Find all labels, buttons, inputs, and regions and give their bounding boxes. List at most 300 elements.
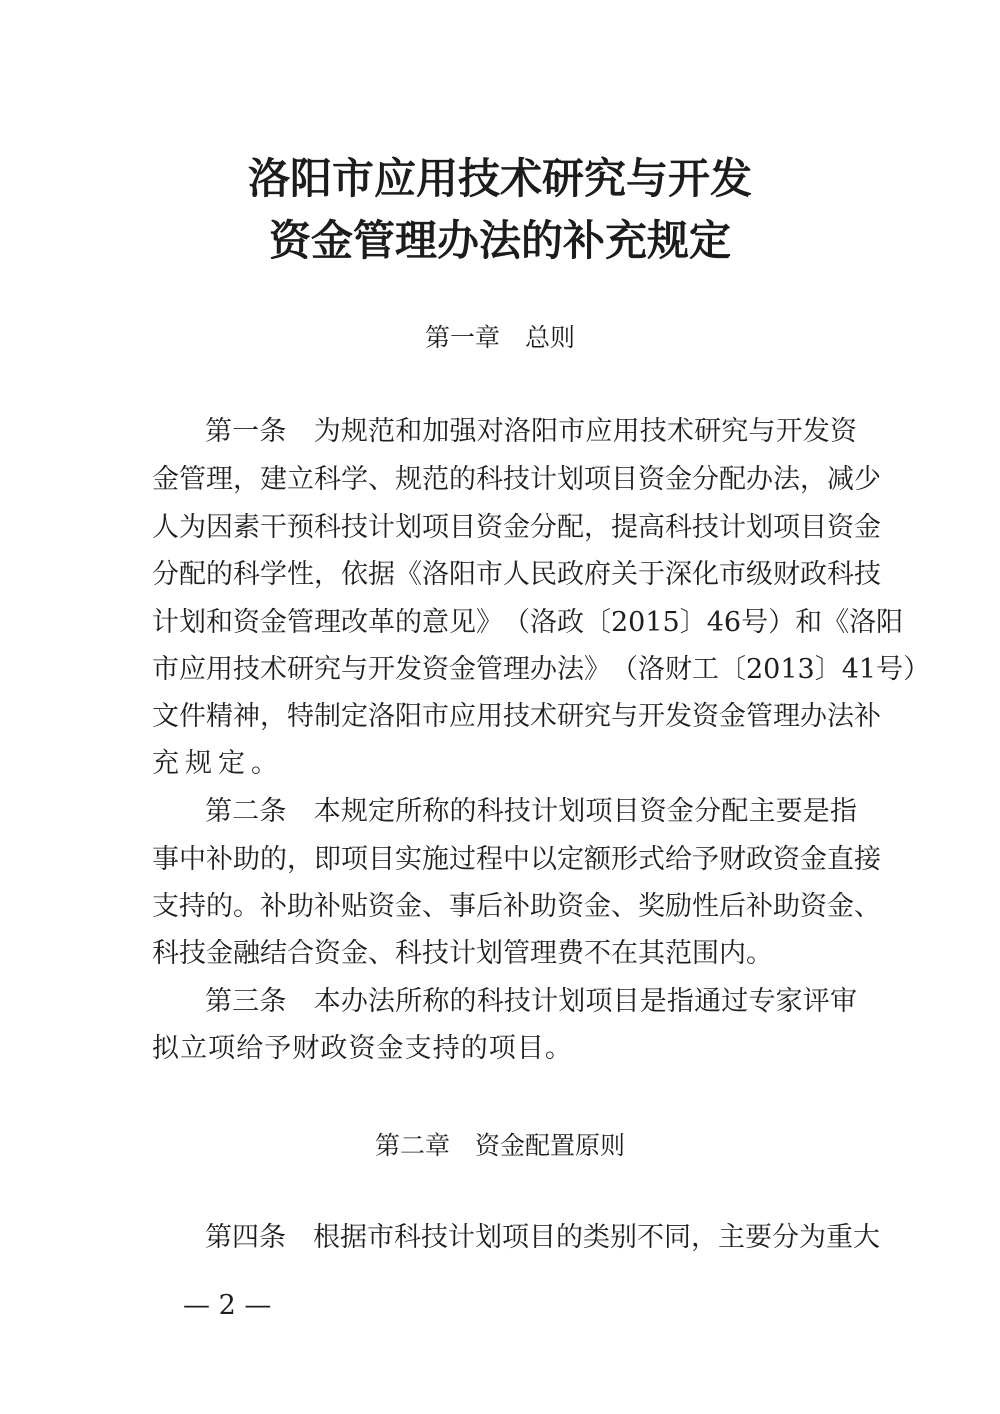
text-glyph: 资 bbox=[692, 701, 719, 732]
text-glyph: ， bbox=[233, 464, 260, 495]
text-glyph: 市 bbox=[422, 701, 449, 732]
article-3-line bbox=[205, 982, 857, 1022]
text-glyph: 、 bbox=[611, 891, 638, 922]
text-glyph: 依 bbox=[341, 559, 368, 590]
text-glyph: 要 bbox=[775, 796, 803, 827]
text-glyph: 技 bbox=[179, 938, 206, 969]
text-glyph: 资 bbox=[829, 416, 857, 447]
article-1-line bbox=[152, 460, 881, 500]
text-glyph: 科 bbox=[314, 464, 341, 495]
text-glyph: 定 bbox=[557, 844, 584, 875]
text-glyph: 规 bbox=[340, 416, 368, 447]
text-glyph: 励 bbox=[665, 891, 692, 922]
text-glyph: （ bbox=[611, 654, 638, 685]
text-glyph: 配 bbox=[557, 512, 584, 543]
text-glyph: 划 bbox=[558, 796, 586, 827]
text-glyph: 《 bbox=[822, 607, 850, 638]
text-glyph: 是 bbox=[802, 796, 830, 827]
text-glyph: 2013 bbox=[746, 654, 815, 685]
text-glyph: 金 bbox=[800, 844, 827, 875]
text-glyph: 与 bbox=[748, 416, 776, 447]
text-glyph: 项 bbox=[502, 1222, 529, 1253]
text-glyph: 术 bbox=[530, 701, 557, 732]
text-glyph: 审 bbox=[829, 986, 857, 1017]
text-glyph: 办 bbox=[530, 654, 557, 685]
text-glyph: 管 bbox=[746, 701, 773, 732]
text-glyph: 结 bbox=[260, 938, 287, 969]
text-glyph: 制 bbox=[314, 701, 341, 732]
text-glyph: 一 bbox=[232, 416, 260, 447]
text-glyph: 洛 bbox=[368, 701, 395, 732]
text-glyph: 开 bbox=[368, 654, 395, 685]
text-glyph: 级 bbox=[746, 559, 773, 590]
text-glyph: 洛 bbox=[638, 654, 665, 685]
text-glyph: 所 bbox=[395, 986, 423, 1017]
text-glyph: 类 bbox=[583, 1222, 610, 1253]
text-glyph: 政 bbox=[557, 559, 584, 590]
text-glyph: 金 bbox=[449, 654, 476, 685]
text-glyph: 资 bbox=[368, 891, 395, 922]
text-glyph: 人 bbox=[503, 559, 530, 590]
text-glyph: 补 bbox=[314, 891, 341, 922]
text-glyph: 费 bbox=[557, 938, 584, 969]
text-glyph: 的 bbox=[556, 1222, 583, 1253]
text-glyph: 技 bbox=[503, 701, 530, 732]
article-2-line bbox=[205, 792, 857, 832]
text-glyph: 件 bbox=[179, 701, 206, 732]
text-glyph: 形 bbox=[611, 844, 638, 875]
text-glyph: 干 bbox=[260, 512, 287, 543]
text-glyph: ， bbox=[691, 1222, 718, 1253]
text-glyph: 规 bbox=[340, 796, 368, 827]
text-glyph: 技 bbox=[503, 986, 531, 1017]
text-glyph: 的 bbox=[260, 844, 287, 875]
text-glyph: 二 bbox=[232, 796, 260, 827]
text-glyph: 计 bbox=[448, 1222, 475, 1253]
text-glyph: 性 bbox=[287, 559, 314, 590]
text-glyph: 计 bbox=[530, 464, 557, 495]
text-glyph: 的 bbox=[206, 891, 233, 922]
article-1-line bbox=[205, 412, 857, 452]
text-glyph: 指 bbox=[666, 986, 694, 1017]
article-2-line bbox=[152, 934, 772, 974]
text-glyph: 财 bbox=[719, 844, 746, 875]
text-glyph: 融 bbox=[233, 938, 260, 969]
text-glyph: 资 bbox=[827, 512, 854, 543]
text-glyph: 究 bbox=[314, 654, 341, 685]
text-glyph: 41 bbox=[841, 654, 877, 685]
text-glyph: 深 bbox=[665, 559, 692, 590]
text-glyph: 科 bbox=[476, 986, 504, 1017]
text-glyph: 发 bbox=[802, 416, 830, 447]
text-glyph: 、 bbox=[368, 464, 395, 495]
text-glyph: 法 bbox=[827, 701, 854, 732]
text-glyph: 项 bbox=[585, 986, 613, 1017]
text-glyph: 化 bbox=[692, 559, 719, 590]
text-glyph: 目 bbox=[368, 844, 395, 875]
text-glyph: 要 bbox=[745, 1222, 772, 1253]
text-glyph: 理 bbox=[206, 464, 233, 495]
text-glyph: 资 bbox=[233, 607, 260, 638]
text-glyph: 理 bbox=[530, 938, 557, 969]
text-glyph: 补 bbox=[260, 891, 287, 922]
text-glyph: 计 bbox=[531, 796, 559, 827]
text-glyph: ， bbox=[287, 844, 314, 875]
text-glyph: 目 bbox=[529, 1222, 556, 1253]
text-glyph: 因 bbox=[206, 512, 233, 543]
text-glyph: 资 bbox=[773, 844, 800, 875]
text-glyph: 支 bbox=[404, 1033, 432, 1064]
text-glyph: 、 bbox=[368, 938, 395, 969]
text-glyph: 〔 bbox=[584, 607, 611, 638]
text-glyph: 的 bbox=[449, 986, 477, 1017]
text-glyph: ） bbox=[768, 607, 796, 638]
article-2-line bbox=[152, 887, 881, 927]
text-glyph: 的 bbox=[206, 559, 233, 590]
text-glyph: 减 bbox=[827, 464, 854, 495]
text-glyph: 给 bbox=[665, 844, 692, 875]
text-glyph: 》 bbox=[476, 607, 503, 638]
text-glyph: 予 bbox=[692, 844, 719, 875]
text-glyph: 管 bbox=[476, 654, 503, 685]
text-glyph: 技 bbox=[421, 1222, 448, 1253]
text-glyph: 技 bbox=[503, 796, 531, 827]
text-glyph: 金 bbox=[719, 701, 746, 732]
text-glyph: 大 bbox=[853, 1222, 880, 1253]
text-glyph: 资 bbox=[639, 796, 667, 827]
text-glyph: 性 bbox=[692, 891, 719, 922]
text-glyph: 后 bbox=[719, 891, 746, 922]
text-glyph: 资 bbox=[348, 1033, 376, 1064]
text-glyph: 科 bbox=[314, 512, 341, 543]
text-glyph: 计 bbox=[531, 986, 559, 1017]
text-glyph: 定 bbox=[341, 701, 368, 732]
text-glyph: 发 bbox=[665, 701, 692, 732]
text-glyph bbox=[287, 792, 314, 832]
text-glyph: 市 bbox=[152, 654, 179, 685]
text-glyph: 阳 bbox=[395, 701, 422, 732]
text-glyph: 政 bbox=[800, 559, 827, 590]
text-glyph: 称 bbox=[422, 796, 450, 827]
text-glyph: 程 bbox=[476, 844, 503, 875]
text-glyph: 神 bbox=[233, 701, 260, 732]
text-glyph: 财 bbox=[665, 654, 692, 685]
text-glyph: ） bbox=[903, 654, 931, 685]
text-glyph: 补 bbox=[206, 844, 233, 875]
text-glyph: 技 bbox=[233, 654, 260, 685]
text-glyph: 条 bbox=[259, 1222, 286, 1253]
text-glyph: 应 bbox=[585, 416, 613, 447]
text-glyph: 第 bbox=[205, 1222, 232, 1253]
text-glyph: 范 bbox=[665, 938, 692, 969]
text-glyph: 计 bbox=[368, 512, 395, 543]
chapter-1-heading: 第一章 总则 bbox=[424, 323, 575, 352]
text-glyph: 为 bbox=[179, 512, 206, 543]
text-glyph: 金 bbox=[665, 464, 692, 495]
article-2-line bbox=[152, 840, 881, 880]
text-glyph: 贴 bbox=[341, 891, 368, 922]
text-glyph bbox=[286, 1218, 313, 1258]
text-glyph: ， bbox=[800, 464, 827, 495]
text-glyph: 科 bbox=[665, 512, 692, 543]
text-glyph: 科 bbox=[395, 938, 422, 969]
article-1-line bbox=[152, 603, 904, 643]
text-glyph: 条 bbox=[259, 416, 287, 447]
text-glyph: 建 bbox=[260, 464, 287, 495]
text-glyph: 科 bbox=[476, 796, 504, 827]
text-glyph: 金 bbox=[827, 891, 854, 922]
text-glyph: 应 bbox=[179, 654, 206, 685]
text-glyph: 财 bbox=[292, 1033, 320, 1064]
text-glyph: 》 bbox=[584, 654, 611, 685]
text-glyph: 〔 bbox=[719, 654, 746, 685]
text-glyph: 金 bbox=[666, 796, 694, 827]
text-glyph: 〕 bbox=[814, 654, 842, 685]
text-glyph: 立 bbox=[180, 1033, 208, 1064]
text-glyph: 技 bbox=[422, 938, 449, 969]
text-glyph: 同 bbox=[664, 1222, 691, 1253]
text-glyph: 研 bbox=[694, 416, 722, 447]
text-glyph: 管 bbox=[503, 938, 530, 969]
text-glyph: 分 bbox=[152, 559, 179, 590]
text-glyph: 金 bbox=[152, 464, 179, 495]
text-glyph: 金 bbox=[395, 891, 422, 922]
text-glyph: 目 bbox=[612, 796, 640, 827]
text-glyph: 规 bbox=[395, 464, 422, 495]
text-glyph: 持 bbox=[432, 1033, 460, 1064]
text-glyph: 主 bbox=[718, 1222, 745, 1253]
text-glyph: 在 bbox=[611, 938, 638, 969]
text-glyph: 资 bbox=[422, 654, 449, 685]
text-glyph: 阳 bbox=[449, 559, 476, 590]
text-glyph: 特 bbox=[287, 701, 314, 732]
text-glyph: 政 bbox=[557, 607, 584, 638]
text-glyph: 配 bbox=[721, 796, 749, 827]
text-glyph: 分 bbox=[772, 1222, 799, 1253]
text-glyph: 目 bbox=[516, 1033, 544, 1064]
text-glyph: 号 bbox=[741, 607, 769, 638]
text-glyph: 所 bbox=[395, 796, 423, 827]
text-glyph: 阳 bbox=[876, 607, 904, 638]
text-glyph: 。 bbox=[544, 1033, 572, 1064]
text-glyph: 高 bbox=[638, 512, 665, 543]
text-glyph: 文 bbox=[152, 701, 179, 732]
text-glyph: 人 bbox=[152, 512, 179, 543]
text-glyph: 称 bbox=[422, 986, 450, 1017]
text-glyph bbox=[287, 982, 314, 1022]
text-glyph: 补 bbox=[854, 701, 881, 732]
text-glyph: 加 bbox=[422, 416, 450, 447]
text-glyph: 计 bbox=[719, 512, 746, 543]
text-glyph: 、 bbox=[422, 891, 449, 922]
text-glyph: 强 bbox=[449, 416, 477, 447]
text-glyph: 资 bbox=[314, 938, 341, 969]
text-glyph: 财 bbox=[773, 559, 800, 590]
text-glyph: 支 bbox=[152, 891, 179, 922]
text-glyph: 洛 bbox=[530, 607, 557, 638]
text-glyph: 补 bbox=[746, 891, 773, 922]
text-glyph: 用 bbox=[476, 701, 503, 732]
text-glyph: 用 bbox=[206, 654, 233, 685]
text-glyph: 金 bbox=[376, 1033, 404, 1064]
text-glyph: 科 bbox=[152, 938, 179, 969]
text-glyph: 项 bbox=[422, 512, 449, 543]
text-glyph: 关 bbox=[611, 559, 638, 590]
text-glyph: 项 bbox=[584, 464, 611, 495]
text-glyph: 素 bbox=[233, 512, 260, 543]
text-glyph: 计 bbox=[449, 938, 476, 969]
text-glyph: 划 bbox=[746, 512, 773, 543]
text-glyph: 拟 bbox=[152, 1033, 179, 1064]
text-glyph: 助 bbox=[233, 844, 260, 875]
text-glyph: 项 bbox=[585, 796, 613, 827]
text-glyph: 资 bbox=[476, 512, 503, 543]
text-glyph: 提 bbox=[611, 512, 638, 543]
text-glyph: 开 bbox=[638, 701, 665, 732]
text-glyph: 与 bbox=[611, 701, 638, 732]
text-glyph: 于 bbox=[638, 559, 665, 590]
text-glyph: 技 bbox=[854, 559, 881, 590]
text-glyph: 改 bbox=[341, 607, 368, 638]
chapter-2-heading: 第二章 资金配置原则 bbox=[374, 1131, 625, 1160]
text-glyph: 术 bbox=[260, 654, 287, 685]
text-glyph: 直 bbox=[827, 844, 854, 875]
text-glyph: 《 bbox=[395, 559, 422, 590]
page-number: — 2 — bbox=[183, 1290, 272, 1321]
text-glyph: 本 bbox=[313, 986, 341, 1017]
text-glyph: 府 bbox=[584, 559, 611, 590]
text-glyph: 划 bbox=[179, 607, 206, 638]
text-glyph: 目 bbox=[611, 464, 638, 495]
text-glyph: 助 bbox=[530, 891, 557, 922]
text-glyph: 究 bbox=[584, 701, 611, 732]
text-glyph: 评 bbox=[802, 986, 830, 1017]
text-glyph: 〕 bbox=[679, 607, 707, 638]
text-glyph: 据 bbox=[340, 1222, 367, 1253]
text-glyph: 合 bbox=[287, 938, 314, 969]
text-glyph: 预 bbox=[287, 512, 314, 543]
text-glyph: 用 bbox=[612, 416, 640, 447]
text-glyph: 施 bbox=[422, 844, 449, 875]
text-glyph: 政 bbox=[320, 1033, 348, 1064]
text-glyph: 术 bbox=[666, 416, 694, 447]
text-glyph: 见 bbox=[449, 607, 476, 638]
text-glyph: 资 bbox=[557, 891, 584, 922]
text-glyph: 与 bbox=[341, 654, 368, 685]
text-glyph: 范 bbox=[368, 416, 396, 447]
text-glyph: 的 bbox=[460, 1033, 488, 1064]
text-glyph: 划 bbox=[558, 986, 586, 1017]
text-glyph: 管 bbox=[179, 464, 206, 495]
text-glyph: 助 bbox=[773, 891, 800, 922]
text-glyph: 项 bbox=[341, 844, 368, 875]
text-glyph: 项 bbox=[208, 1033, 236, 1064]
text-glyph: 金 bbox=[341, 938, 368, 969]
text-glyph: 市 bbox=[558, 416, 586, 447]
text-glyph: 是 bbox=[639, 986, 667, 1017]
text-glyph: 意 bbox=[422, 607, 449, 638]
text-glyph: 过 bbox=[721, 986, 749, 1017]
text-glyph: 专 bbox=[748, 986, 776, 1017]
text-glyph: 为 bbox=[313, 416, 341, 447]
text-glyph: 第 bbox=[205, 416, 232, 447]
text-glyph: 其 bbox=[638, 938, 665, 969]
text-glyph: 学 bbox=[260, 559, 287, 590]
text-glyph: 补 bbox=[503, 891, 530, 922]
text-glyph: 家 bbox=[775, 986, 803, 1017]
text-glyph: 金 bbox=[503, 512, 530, 543]
text-glyph: 第 bbox=[205, 796, 232, 827]
text-glyph: 法 bbox=[557, 654, 584, 685]
text-glyph: 分 bbox=[530, 512, 557, 543]
text-glyph: 事 bbox=[152, 844, 179, 875]
text-glyph: 主 bbox=[748, 796, 776, 827]
text-glyph: 以 bbox=[530, 844, 557, 875]
text-glyph: 奖 bbox=[638, 891, 665, 922]
document-title-line-2: 资金管理办法的补充规定 bbox=[268, 216, 731, 265]
text-glyph: 研 bbox=[557, 701, 584, 732]
text-glyph: 金 bbox=[260, 607, 287, 638]
text-glyph: 办 bbox=[800, 701, 827, 732]
text-glyph: 予 bbox=[264, 1033, 292, 1064]
text-glyph: 持 bbox=[179, 891, 206, 922]
text-glyph: 本 bbox=[313, 796, 341, 827]
text-glyph: 研 bbox=[287, 654, 314, 685]
text-glyph: 理 bbox=[314, 607, 341, 638]
text-glyph: 政 bbox=[746, 844, 773, 875]
text-glyph: 技 bbox=[692, 512, 719, 543]
text-glyph: 指 bbox=[829, 796, 857, 827]
article-4-line bbox=[205, 1218, 880, 1258]
text-glyph: 理 bbox=[773, 701, 800, 732]
text-glyph: 立 bbox=[287, 464, 314, 495]
text-glyph: 对 bbox=[476, 416, 504, 447]
text-glyph: 项 bbox=[488, 1033, 516, 1064]
text-glyph: ， bbox=[584, 512, 611, 543]
text-glyph: 为 bbox=[799, 1222, 826, 1253]
text-glyph: 划 bbox=[395, 512, 422, 543]
text-glyph: 根 bbox=[313, 1222, 340, 1253]
text-glyph: 金 bbox=[854, 512, 881, 543]
text-glyph: 科 bbox=[394, 1222, 421, 1253]
text-glyph: 。 bbox=[746, 938, 773, 969]
article-1-line bbox=[152, 650, 931, 690]
text-glyph: 中 bbox=[179, 844, 206, 875]
text-glyph: 市 bbox=[367, 1222, 394, 1253]
text-glyph: 金 bbox=[584, 891, 611, 922]
text-glyph: 和 bbox=[795, 607, 823, 638]
text-glyph: 工 bbox=[692, 654, 719, 685]
article-3-line bbox=[152, 1029, 572, 1069]
text-glyph: 管 bbox=[287, 607, 314, 638]
text-glyph: 接 bbox=[854, 844, 881, 875]
text-glyph: 民 bbox=[530, 559, 557, 590]
text-glyph: 中 bbox=[503, 844, 530, 875]
article-1-line bbox=[152, 508, 881, 548]
text-glyph: 号 bbox=[876, 654, 904, 685]
text-glyph: 科 bbox=[233, 559, 260, 590]
text-glyph: 的 bbox=[449, 796, 477, 827]
text-glyph: 分 bbox=[694, 796, 722, 827]
text-glyph: 技 bbox=[341, 512, 368, 543]
text-glyph: 科 bbox=[827, 559, 854, 590]
text-glyph: 洛 bbox=[422, 559, 449, 590]
text-glyph: 即 bbox=[314, 844, 341, 875]
text-glyph: 划 bbox=[476, 938, 503, 969]
text-glyph: 目 bbox=[800, 512, 827, 543]
text-glyph: 应 bbox=[449, 701, 476, 732]
text-glyph: 四 bbox=[232, 1222, 259, 1253]
